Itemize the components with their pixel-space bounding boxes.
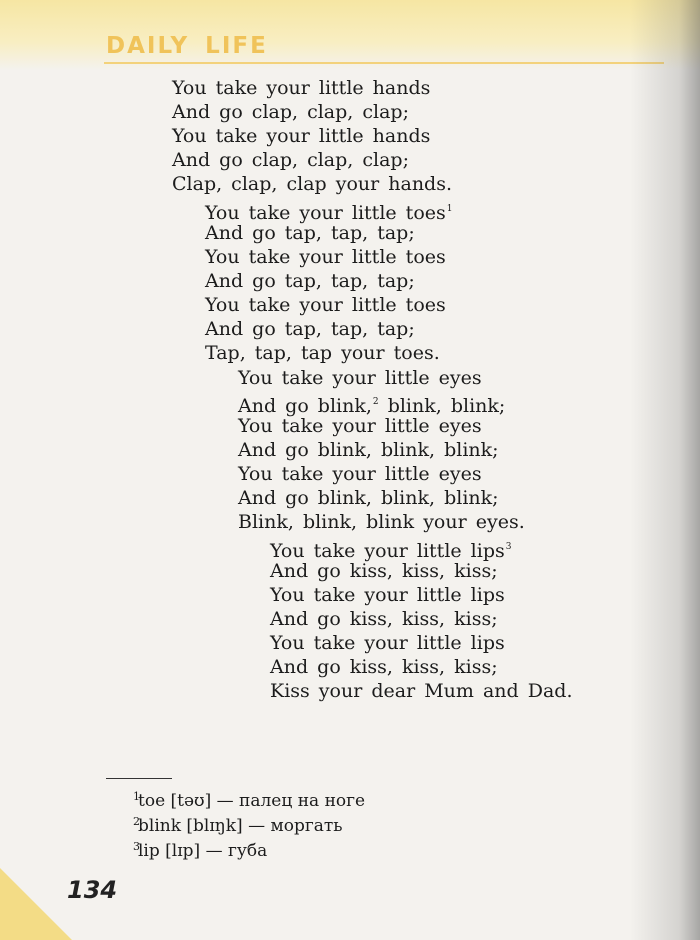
poem-line: You take your little lips: [270, 632, 505, 654]
poem-line-text: You take your little lips: [270, 540, 505, 562]
poem-line: And go clap, clap, clap;: [172, 101, 409, 123]
title-divider: [104, 62, 664, 64]
footnote: [133, 790, 366, 812]
poem-line: You take your little eyes: [238, 415, 482, 437]
footnote-number: 3: [133, 840, 140, 853]
footnote-marker: 1: [446, 204, 453, 214]
corner-decoration: [0, 868, 72, 940]
poem-line: You take your little eyes: [238, 367, 482, 389]
poem-line: You take your little hands: [172, 125, 431, 147]
poem-line: Kiss your dear Mum and Dad.: [270, 680, 573, 702]
poem-line: And go kiss, kiss, kiss;: [270, 608, 498, 630]
poem-line-text: And go blink,: [238, 395, 372, 417]
page-number: 134: [67, 876, 118, 904]
poem-line: Blink, blink, blink your eyes.: [238, 511, 525, 533]
footnote-text: lip [lɪp] — губа: [138, 841, 268, 861]
poem-line: And go kiss, kiss, kiss;: [270, 656, 498, 678]
footnote: [133, 815, 343, 837]
poem-line-text: You take your little toes: [205, 202, 446, 224]
footnote-number: 2: [133, 815, 140, 828]
poem-line: Tap, tap, tap your toes.: [205, 342, 440, 364]
header-band: [0, 0, 700, 70]
footnote-divider: [106, 778, 172, 779]
page-edge-shadow: [630, 0, 700, 940]
poem-line: And go blink, blink, blink;: [238, 487, 499, 509]
poem-line: And go tap, tap, tap;: [205, 222, 415, 244]
poem-line: And go kiss, kiss, kiss;: [270, 560, 498, 582]
footnote: [133, 840, 268, 862]
footnote-number: 1: [133, 790, 140, 803]
poem-line: You take your little toes: [205, 246, 446, 268]
section-title: DAILY LIFE: [106, 33, 268, 59]
poem-line-text: blink, blink;: [378, 395, 506, 417]
footnote-marker: 3: [505, 542, 512, 552]
poem-line: Clap, clap, clap your hands.: [172, 173, 453, 195]
poem-line: You take your little toes: [205, 294, 446, 316]
footnote-text: toe [təʊ] — палец на ноге: [138, 791, 366, 811]
poem-line: You take your little eyes: [238, 463, 482, 485]
poem-line: And go clap, clap, clap;: [172, 149, 409, 171]
poem-line: You take your little hands: [172, 77, 431, 99]
poem-line: And go tap, tap, tap;: [205, 318, 415, 340]
footnote-text: blink [blɪŋk] — моргать: [138, 816, 343, 836]
footnote-marker: 2: [372, 397, 379, 407]
poem-line: And go tap, tap, tap;: [205, 270, 415, 292]
poem-line: And go blink, blink, blink;: [238, 439, 499, 461]
poem-line: You take your little lips: [270, 584, 505, 606]
